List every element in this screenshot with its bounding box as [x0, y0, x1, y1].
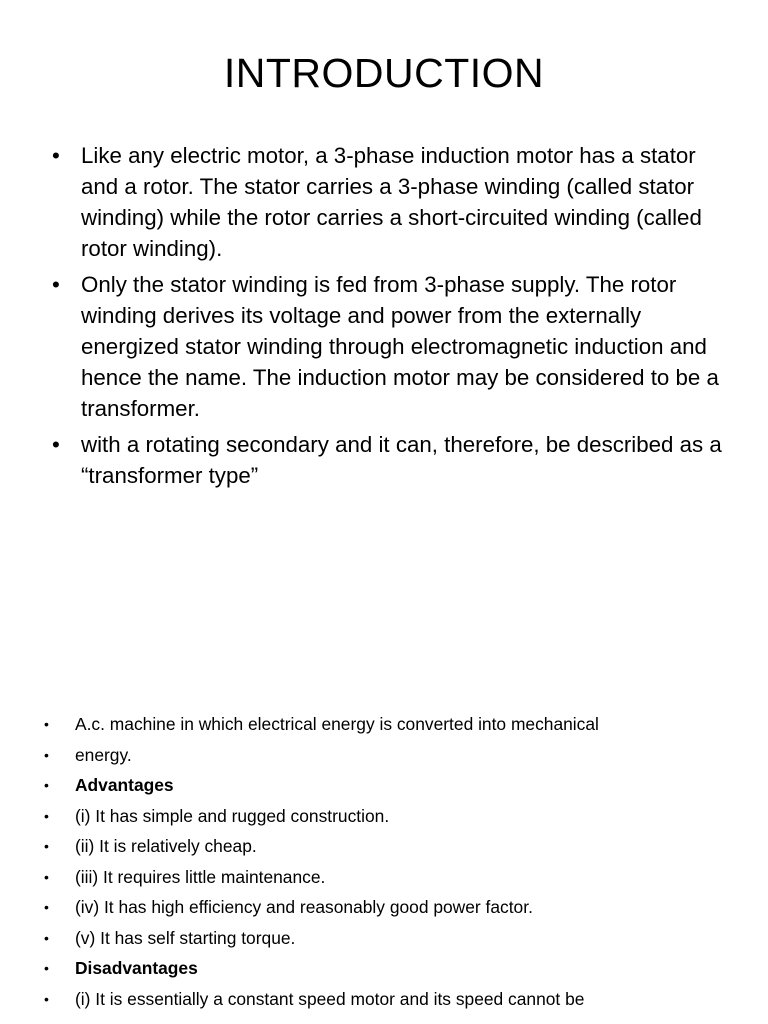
bullet-text: with a rotating secondary and it can, therefore, be described as a “transformer type”	[81, 432, 722, 488]
list-item-text: A.c. machine in which electrical energy is converted into mechanical	[75, 714, 599, 734]
list-item	[40, 895, 740, 919]
list-item-text: (ii) It is relatively cheap.	[75, 836, 257, 856]
list-item-text: Advantages	[75, 775, 174, 795]
list-item-text: (i) It has simple and rugged construction.	[75, 805, 390, 826]
bullet-icon: •	[44, 838, 49, 854]
list-item-text: (v) It has self starting torque.	[75, 927, 296, 948]
list-item	[40, 834, 740, 858]
bullet-icon: •	[44, 899, 49, 915]
list-item-text: (iv) It has high efficiency and reasonably good power factor.	[75, 897, 533, 917]
bullet-icon: •	[44, 960, 49, 976]
introduction-bullet-list	[48, 140, 728, 496]
bullet-text: Only the stator winding is fed from 3-phase supply. The rotor winding derives its voltage and power from the externally energized stator winding through electromagnetic induction and hence the name. The induction motor may be considered to be a transformer.	[81, 272, 719, 421]
bullet-item	[48, 429, 728, 491]
bullet-icon: •	[44, 868, 49, 885]
slide-title: INTRODUCTION	[223, 50, 545, 96]
list-item	[40, 804, 740, 828]
list-item	[40, 865, 740, 889]
bullet-item	[48, 269, 728, 424]
advantages-bullet-list	[40, 712, 740, 1017]
list-item	[40, 987, 740, 1011]
bullet-icon: •	[52, 143, 60, 168]
list-heading-advantages	[40, 773, 740, 797]
bullet-icon: •	[52, 432, 60, 457]
bullet-icon: •	[44, 777, 49, 793]
list-item-text: (i) It is essentially a constant speed motor and its speed cannot be	[75, 988, 585, 1009]
bullet-icon: •	[44, 990, 49, 1007]
bullet-icon: •	[44, 716, 49, 732]
list-heading-disadvantages	[40, 956, 740, 980]
list-item-text: (iii) It requires little maintenance.	[75, 866, 326, 887]
bullet-icon: •	[44, 746, 49, 763]
bullet-icon: •	[44, 807, 49, 824]
list-item-text: energy.	[75, 744, 132, 765]
list-item	[40, 926, 740, 950]
list-item-text: Disadvantages	[75, 958, 198, 978]
list-item	[40, 712, 740, 736]
list-item	[40, 743, 740, 767]
bullet-text: Like any electric motor, a 3-phase induction motor has a stator and a rotor. The stator carries a 3-phase winding (called stator winding) while the rotor carries a short-circuited winding (called rotor winding).	[81, 143, 702, 261]
bullet-item	[48, 140, 728, 264]
bullet-icon: •	[44, 929, 49, 946]
bullet-icon: •	[52, 272, 60, 297]
